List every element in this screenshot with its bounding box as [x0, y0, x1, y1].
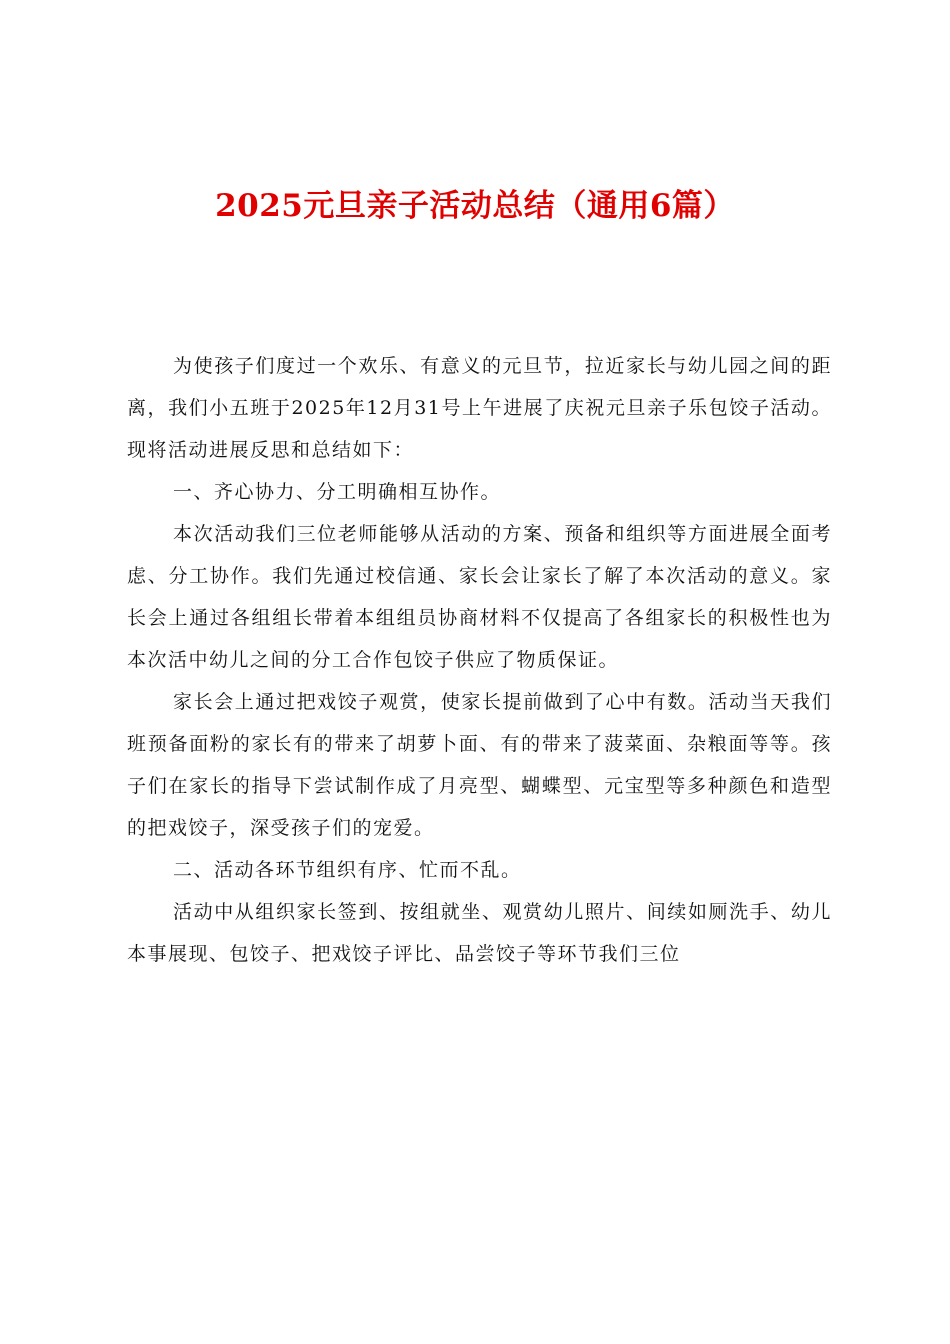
paragraph-coordination: 本次活动我们三位老师能够从活动的方案、预备和组织等方面进展全面考虑、分工协作。我们先通过校信通、家长会让家长了解了本次活动的意义。家长会上通过各组组长带着本组组员协商材料不仅提高了各组家长的积极性也为本次活中幼儿之间的分工合作包饺子供应了物质保证。 — [127, 523, 832, 671]
paragraph-intro: 为使孩子们度过一个欢乐、有意义的元旦节，拉近家长与幼儿园之间的距离，我们小五班于2025年12月31号上午进展了庆祝元旦亲子乐包饺子活动。现将活动进展反思和总结如下： — [127, 355, 832, 461]
paragraph-heading-2: 二、活动各环节组织有序、忙而不乱。 — [173, 859, 522, 881]
paragraph-heading-1: 一、齐心协力、分工明确相互协作。 — [173, 481, 502, 503]
document-body — [127, 345, 832, 975]
document-title: 2025元旦亲子活动总结（通用6篇） — [215, 188, 735, 224]
paragraph-dumplings: 家长会上通过把戏饺子观赏，使家长提前做到了心中有数。活动当天我们班预备面粉的家长有的带来了胡萝卜面、有的带来了菠菜面、杂粮面等等。孩子们在家长的指导下尝试制作成了月亮型、蝴蝶型、元宝型等多种颜色和造型的把戏饺子，深受孩子们的宠爱。 — [127, 691, 832, 839]
paragraph-activity-flow: 活动中从组织家长签到、按组就坐、观赏幼儿照片、间续如厕洗手、幼儿本事展现、包饺子、把戏饺子评比、品尝饺子等环节我们三位 — [127, 901, 832, 965]
